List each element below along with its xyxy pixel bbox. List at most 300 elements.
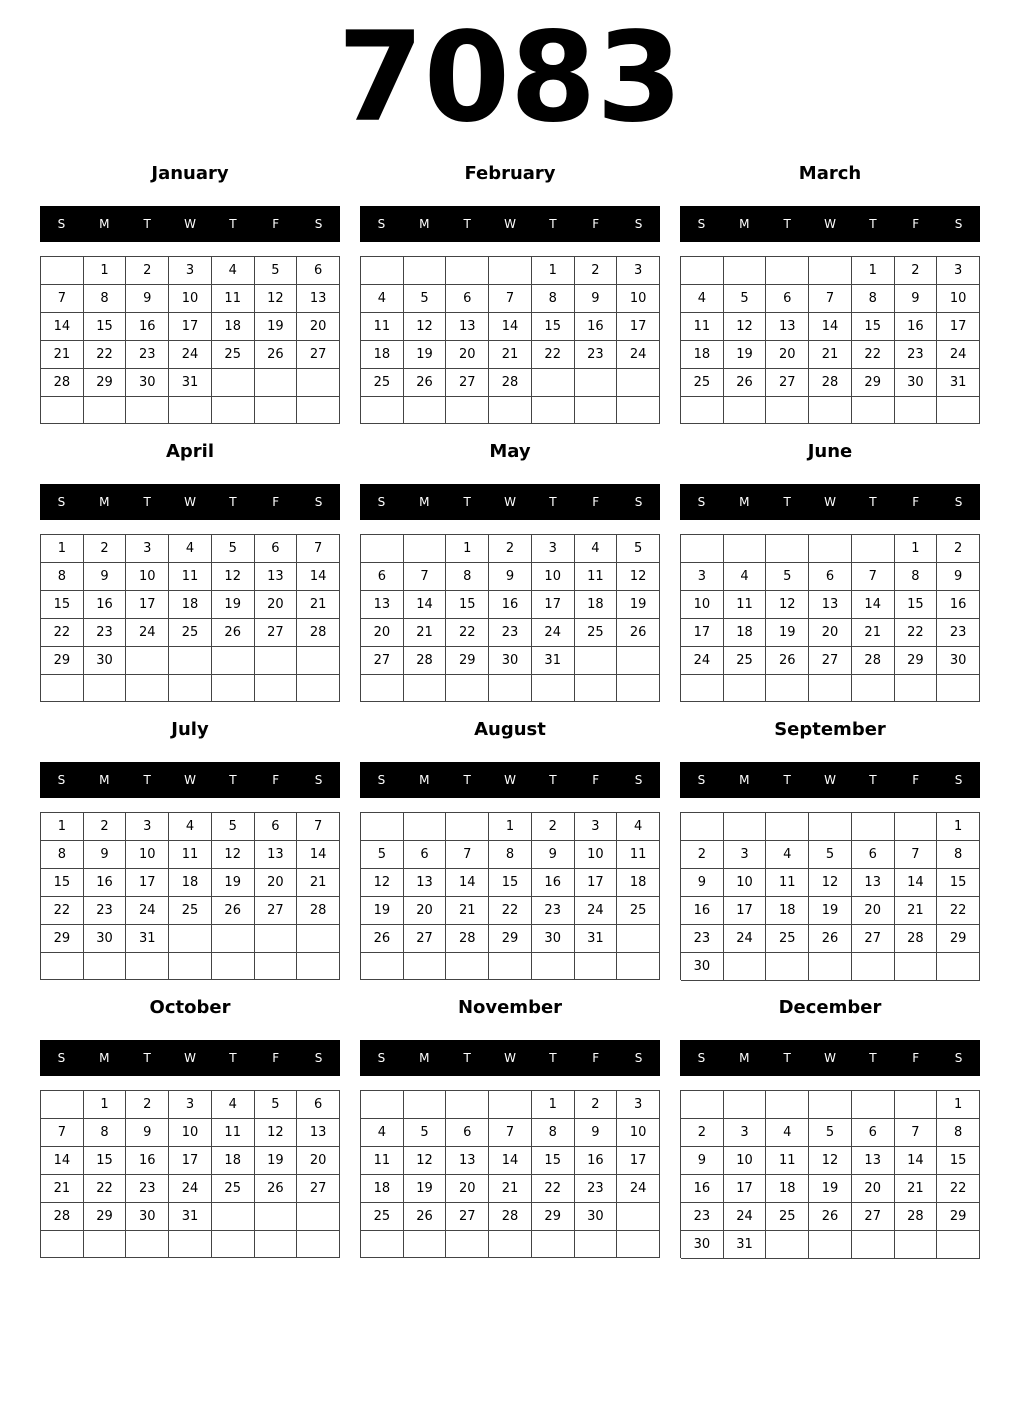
day-cell: 12 bbox=[404, 1147, 447, 1175]
day-cell: 20 bbox=[446, 341, 489, 369]
day-cell: 30 bbox=[895, 369, 938, 397]
day-cell: 1 bbox=[446, 535, 489, 563]
empty-day-cell bbox=[809, 813, 852, 841]
empty-day-cell bbox=[895, 397, 938, 424]
empty-day-cell bbox=[361, 1091, 404, 1119]
weekday-label: S bbox=[57, 773, 66, 787]
empty-day-cell bbox=[41, 675, 84, 702]
day-cell: 6 bbox=[404, 841, 447, 869]
day-cell: 29 bbox=[446, 647, 489, 675]
day-cell: 22 bbox=[446, 619, 489, 647]
day-cell: 23 bbox=[126, 341, 169, 369]
day-cell: 18 bbox=[766, 1175, 809, 1203]
weekday-label: S bbox=[377, 1051, 386, 1065]
day-cell: 14 bbox=[809, 313, 852, 341]
day-cell: 26 bbox=[809, 1203, 852, 1231]
day-cell: 31 bbox=[169, 1203, 212, 1231]
day-cell: 15 bbox=[937, 869, 980, 897]
day-cell: 14 bbox=[895, 869, 938, 897]
day-cell: 1 bbox=[852, 257, 895, 285]
weekday-label: W bbox=[824, 495, 836, 509]
day-cell: 3 bbox=[937, 257, 980, 285]
day-cell: 24 bbox=[169, 1175, 212, 1203]
weekday-label: S bbox=[57, 495, 66, 509]
empty-day-cell bbox=[681, 1091, 724, 1119]
weekday-label: T bbox=[783, 773, 791, 787]
day-cell: 22 bbox=[937, 897, 980, 925]
month-september bbox=[680, 715, 980, 985]
day-cell: 5 bbox=[404, 285, 447, 313]
day-cell: 20 bbox=[297, 1147, 340, 1175]
day-cell: 2 bbox=[84, 535, 127, 563]
day-cell: 24 bbox=[681, 647, 724, 675]
empty-day-cell bbox=[809, 535, 852, 563]
day-cell: 2 bbox=[937, 535, 980, 563]
empty-day-cell bbox=[489, 1091, 532, 1119]
weekday-label: T bbox=[549, 495, 557, 509]
weekday-label: T bbox=[143, 217, 151, 231]
day-cell: 14 bbox=[489, 313, 532, 341]
day-cell: 27 bbox=[297, 341, 340, 369]
day-cell: 15 bbox=[41, 591, 84, 619]
day-cell: 5 bbox=[212, 813, 255, 841]
weekday-label: M bbox=[419, 495, 430, 509]
day-cell: 30 bbox=[532, 925, 575, 953]
day-cell: 30 bbox=[489, 647, 532, 675]
day-cell: 7 bbox=[297, 535, 340, 563]
day-cell: 30 bbox=[681, 1231, 724, 1259]
empty-day-cell bbox=[809, 675, 852, 702]
day-cell: 18 bbox=[617, 869, 660, 897]
day-cell: 6 bbox=[361, 563, 404, 591]
empty-day-cell bbox=[361, 397, 404, 424]
weekday-label: M bbox=[99, 217, 110, 231]
day-cell: 18 bbox=[361, 341, 404, 369]
day-cell: 2 bbox=[84, 813, 127, 841]
day-cell: 16 bbox=[489, 591, 532, 619]
day-cell: 27 bbox=[404, 925, 447, 953]
weekday-label: T bbox=[549, 217, 557, 231]
weekday-label: S bbox=[314, 495, 323, 509]
empty-day-cell bbox=[532, 397, 575, 424]
weekday-header bbox=[360, 484, 660, 520]
day-cell: 10 bbox=[617, 285, 660, 313]
month-april bbox=[40, 437, 340, 707]
day-cell: 19 bbox=[361, 897, 404, 925]
empty-day-cell bbox=[724, 257, 767, 285]
day-cell: 26 bbox=[212, 897, 255, 925]
day-cell: 24 bbox=[126, 897, 169, 925]
day-cell: 31 bbox=[126, 925, 169, 953]
day-cell: 17 bbox=[126, 591, 169, 619]
empty-day-cell bbox=[169, 647, 212, 675]
day-cell: 28 bbox=[446, 925, 489, 953]
empty-day-cell bbox=[937, 1231, 980, 1259]
empty-day-cell bbox=[41, 1231, 84, 1258]
day-cell: 29 bbox=[41, 925, 84, 953]
day-cell: 28 bbox=[41, 1203, 84, 1231]
day-cell: 17 bbox=[724, 1175, 767, 1203]
weekday-label: T bbox=[783, 1051, 791, 1065]
month-title: October bbox=[149, 997, 231, 1018]
day-cell: 10 bbox=[724, 1147, 767, 1175]
day-cell: 6 bbox=[809, 563, 852, 591]
day-cell: 22 bbox=[41, 897, 84, 925]
weekday-label: W bbox=[504, 1051, 516, 1065]
day-cell: 4 bbox=[361, 1119, 404, 1147]
empty-day-cell bbox=[852, 1091, 895, 1119]
day-cell: 13 bbox=[255, 841, 298, 869]
weekday-label: M bbox=[99, 1051, 110, 1065]
day-cell: 27 bbox=[852, 1203, 895, 1231]
month-may bbox=[360, 437, 660, 707]
weekday-label: S bbox=[954, 495, 963, 509]
weekday-label: M bbox=[99, 773, 110, 787]
day-cell: 14 bbox=[41, 313, 84, 341]
weekday-label: S bbox=[697, 773, 706, 787]
day-cell: 7 bbox=[489, 285, 532, 313]
weekday-label: F bbox=[272, 1051, 280, 1065]
day-cell: 8 bbox=[532, 285, 575, 313]
day-cell: 12 bbox=[809, 869, 852, 897]
empty-day-cell bbox=[297, 647, 340, 675]
weekday-label: T bbox=[463, 495, 471, 509]
day-cell: 18 bbox=[169, 869, 212, 897]
empty-day-cell bbox=[41, 953, 84, 980]
day-cell: 19 bbox=[809, 897, 852, 925]
empty-day-cell bbox=[297, 1231, 340, 1258]
day-cell: 24 bbox=[575, 897, 618, 925]
day-cell: 17 bbox=[937, 313, 980, 341]
empty-day-cell bbox=[681, 397, 724, 424]
day-cell: 6 bbox=[766, 285, 809, 313]
day-cell: 19 bbox=[809, 1175, 852, 1203]
weekday-header bbox=[360, 762, 660, 798]
empty-day-cell bbox=[489, 1231, 532, 1258]
day-cell: 21 bbox=[297, 869, 340, 897]
month-july bbox=[40, 715, 340, 985]
weekday-label: T bbox=[143, 1051, 151, 1065]
empty-day-cell bbox=[41, 257, 84, 285]
empty-day-cell bbox=[361, 1231, 404, 1258]
empty-day-cell bbox=[575, 1231, 618, 1258]
day-cell: 23 bbox=[575, 1175, 618, 1203]
day-cell: 4 bbox=[212, 257, 255, 285]
day-cell: 16 bbox=[126, 313, 169, 341]
day-cell: 6 bbox=[297, 1091, 340, 1119]
day-cell: 5 bbox=[404, 1119, 447, 1147]
empty-day-cell bbox=[41, 397, 84, 424]
day-cell: 28 bbox=[404, 647, 447, 675]
empty-day-cell bbox=[681, 675, 724, 702]
day-cell: 22 bbox=[937, 1175, 980, 1203]
day-cell: 12 bbox=[617, 563, 660, 591]
day-cell: 2 bbox=[575, 1091, 618, 1119]
weekday-label: T bbox=[869, 773, 877, 787]
day-cell: 22 bbox=[852, 341, 895, 369]
day-cell: 6 bbox=[297, 257, 340, 285]
weekday-header bbox=[40, 206, 340, 242]
month-october bbox=[40, 993, 340, 1263]
empty-day-cell bbox=[361, 675, 404, 702]
day-cell: 25 bbox=[724, 647, 767, 675]
day-cell: 21 bbox=[446, 897, 489, 925]
day-cell: 30 bbox=[575, 1203, 618, 1231]
day-grid bbox=[680, 812, 980, 980]
weekday-label: T bbox=[229, 773, 237, 787]
day-cell: 4 bbox=[681, 285, 724, 313]
empty-day-cell bbox=[404, 257, 447, 285]
day-cell: 28 bbox=[852, 647, 895, 675]
empty-day-cell bbox=[852, 397, 895, 424]
day-cell: 5 bbox=[809, 1119, 852, 1147]
weekday-label: S bbox=[954, 1051, 963, 1065]
day-cell: 2 bbox=[126, 1091, 169, 1119]
day-cell: 5 bbox=[212, 535, 255, 563]
day-cell: 5 bbox=[809, 841, 852, 869]
day-cell: 11 bbox=[361, 1147, 404, 1175]
day-cell: 29 bbox=[84, 369, 127, 397]
day-cell: 28 bbox=[489, 1203, 532, 1231]
day-cell: 13 bbox=[297, 285, 340, 313]
day-cell: 29 bbox=[937, 1203, 980, 1231]
day-cell: 30 bbox=[126, 1203, 169, 1231]
empty-day-cell bbox=[169, 953, 212, 980]
day-cell: 20 bbox=[446, 1175, 489, 1203]
day-cell: 5 bbox=[255, 257, 298, 285]
day-cell: 28 bbox=[809, 369, 852, 397]
day-cell: 9 bbox=[575, 285, 618, 313]
weekday-label: M bbox=[419, 773, 430, 787]
day-cell: 23 bbox=[126, 1175, 169, 1203]
day-cell: 28 bbox=[41, 369, 84, 397]
day-cell: 24 bbox=[617, 1175, 660, 1203]
day-cell: 30 bbox=[84, 925, 127, 953]
day-cell: 31 bbox=[169, 369, 212, 397]
day-cell: 9 bbox=[937, 563, 980, 591]
empty-day-cell bbox=[212, 675, 255, 702]
day-cell: 29 bbox=[852, 369, 895, 397]
day-cell: 16 bbox=[575, 1147, 618, 1175]
day-cell: 2 bbox=[126, 257, 169, 285]
empty-day-cell bbox=[852, 953, 895, 981]
day-cell: 9 bbox=[681, 1147, 724, 1175]
day-cell: 25 bbox=[169, 897, 212, 925]
day-grid bbox=[360, 256, 660, 424]
empty-day-cell bbox=[212, 397, 255, 424]
day-cell: 21 bbox=[297, 591, 340, 619]
day-cell: 26 bbox=[255, 341, 298, 369]
empty-day-cell bbox=[852, 813, 895, 841]
day-cell: 25 bbox=[212, 1175, 255, 1203]
day-cell: 6 bbox=[852, 841, 895, 869]
day-cell: 9 bbox=[681, 869, 724, 897]
day-cell: 11 bbox=[212, 285, 255, 313]
weekday-label: F bbox=[592, 773, 600, 787]
empty-day-cell bbox=[766, 813, 809, 841]
day-cell: 11 bbox=[766, 1147, 809, 1175]
day-cell: 3 bbox=[724, 1119, 767, 1147]
day-cell: 13 bbox=[446, 1147, 489, 1175]
day-cell: 23 bbox=[84, 897, 127, 925]
day-cell: 16 bbox=[681, 1175, 724, 1203]
empty-day-cell bbox=[126, 953, 169, 980]
day-cell: 21 bbox=[41, 1175, 84, 1203]
day-cell: 9 bbox=[126, 1119, 169, 1147]
day-cell: 2 bbox=[895, 257, 938, 285]
day-grid bbox=[40, 812, 340, 980]
weekday-header bbox=[680, 762, 980, 798]
day-cell: 4 bbox=[169, 535, 212, 563]
day-cell: 8 bbox=[41, 841, 84, 869]
day-cell: 24 bbox=[169, 341, 212, 369]
empty-day-cell bbox=[766, 1091, 809, 1119]
month-title: December bbox=[778, 997, 882, 1018]
month-title: July bbox=[171, 719, 209, 740]
day-cell: 21 bbox=[489, 1175, 532, 1203]
day-cell: 15 bbox=[446, 591, 489, 619]
empty-day-cell bbox=[212, 369, 255, 397]
empty-day-cell bbox=[532, 675, 575, 702]
day-cell: 17 bbox=[169, 1147, 212, 1175]
day-cell: 7 bbox=[41, 285, 84, 313]
empty-day-cell bbox=[404, 1231, 447, 1258]
empty-day-cell bbox=[84, 397, 127, 424]
weekday-header bbox=[40, 1040, 340, 1076]
day-cell: 21 bbox=[809, 341, 852, 369]
empty-day-cell bbox=[169, 1231, 212, 1258]
day-cell: 19 bbox=[404, 341, 447, 369]
empty-day-cell bbox=[255, 675, 298, 702]
day-cell: 22 bbox=[84, 1175, 127, 1203]
day-grid bbox=[680, 534, 980, 702]
day-cell: 14 bbox=[297, 563, 340, 591]
empty-day-cell bbox=[617, 925, 660, 953]
day-cell: 28 bbox=[297, 897, 340, 925]
weekday-label: T bbox=[143, 773, 151, 787]
day-cell: 30 bbox=[126, 369, 169, 397]
weekday-label: M bbox=[419, 1051, 430, 1065]
day-cell: 3 bbox=[126, 813, 169, 841]
weekday-label: S bbox=[314, 1051, 323, 1065]
day-cell: 1 bbox=[41, 813, 84, 841]
weekday-header bbox=[680, 206, 980, 242]
weekday-label: S bbox=[377, 217, 386, 231]
day-cell: 7 bbox=[895, 1119, 938, 1147]
month-title: September bbox=[774, 719, 886, 740]
day-grid bbox=[360, 534, 660, 702]
day-cell: 11 bbox=[361, 313, 404, 341]
day-cell: 9 bbox=[84, 841, 127, 869]
day-cell: 20 bbox=[766, 341, 809, 369]
weekday-header bbox=[680, 1040, 980, 1076]
day-cell: 31 bbox=[724, 1231, 767, 1259]
day-cell: 9 bbox=[575, 1119, 618, 1147]
day-cell: 5 bbox=[617, 535, 660, 563]
day-cell: 28 bbox=[895, 925, 938, 953]
month-title: January bbox=[151, 163, 229, 184]
day-cell: 30 bbox=[681, 953, 724, 981]
day-cell: 10 bbox=[532, 563, 575, 591]
weekday-label: F bbox=[272, 217, 280, 231]
day-cell: 12 bbox=[255, 1119, 298, 1147]
empty-day-cell bbox=[575, 647, 618, 675]
day-cell: 25 bbox=[681, 369, 724, 397]
day-cell: 1 bbox=[937, 813, 980, 841]
day-cell: 19 bbox=[255, 313, 298, 341]
weekday-label: T bbox=[463, 1051, 471, 1065]
day-cell: 5 bbox=[255, 1091, 298, 1119]
empty-day-cell bbox=[895, 1231, 938, 1259]
day-cell: 26 bbox=[212, 619, 255, 647]
weekday-label: S bbox=[634, 1051, 643, 1065]
day-cell: 4 bbox=[212, 1091, 255, 1119]
weekday-label: S bbox=[954, 217, 963, 231]
empty-day-cell bbox=[169, 397, 212, 424]
weekday-label: F bbox=[272, 495, 280, 509]
day-cell: 13 bbox=[446, 313, 489, 341]
day-cell: 9 bbox=[489, 563, 532, 591]
day-cell: 24 bbox=[937, 341, 980, 369]
weekday-label: S bbox=[377, 773, 386, 787]
day-grid bbox=[360, 812, 660, 980]
weekday-label: T bbox=[463, 217, 471, 231]
day-cell: 16 bbox=[84, 591, 127, 619]
day-cell: 31 bbox=[532, 647, 575, 675]
day-cell: 18 bbox=[681, 341, 724, 369]
day-cell: 6 bbox=[255, 535, 298, 563]
day-cell: 18 bbox=[169, 591, 212, 619]
weekday-label: F bbox=[272, 773, 280, 787]
empty-day-cell bbox=[766, 953, 809, 981]
day-cell: 8 bbox=[41, 563, 84, 591]
day-cell: 19 bbox=[212, 869, 255, 897]
day-cell: 22 bbox=[895, 619, 938, 647]
day-cell: 18 bbox=[361, 1175, 404, 1203]
day-cell: 11 bbox=[766, 869, 809, 897]
day-cell: 23 bbox=[84, 619, 127, 647]
day-grid bbox=[360, 1090, 660, 1258]
day-cell: 16 bbox=[84, 869, 127, 897]
empty-day-cell bbox=[617, 397, 660, 424]
day-cell: 20 bbox=[852, 897, 895, 925]
day-cell: 3 bbox=[169, 1091, 212, 1119]
day-cell: 8 bbox=[852, 285, 895, 313]
day-cell: 29 bbox=[84, 1203, 127, 1231]
day-cell: 7 bbox=[489, 1119, 532, 1147]
empty-day-cell bbox=[724, 675, 767, 702]
day-cell: 12 bbox=[255, 285, 298, 313]
empty-day-cell bbox=[126, 675, 169, 702]
empty-day-cell bbox=[766, 257, 809, 285]
day-cell: 28 bbox=[489, 369, 532, 397]
day-cell: 12 bbox=[361, 869, 404, 897]
month-august bbox=[360, 715, 660, 985]
day-cell: 14 bbox=[297, 841, 340, 869]
day-cell: 1 bbox=[489, 813, 532, 841]
day-cell: 12 bbox=[212, 563, 255, 591]
day-cell: 19 bbox=[255, 1147, 298, 1175]
day-cell: 10 bbox=[169, 285, 212, 313]
day-cell: 1 bbox=[532, 1091, 575, 1119]
empty-day-cell bbox=[766, 535, 809, 563]
weekday-label: W bbox=[824, 217, 836, 231]
day-cell: 14 bbox=[41, 1147, 84, 1175]
day-cell: 26 bbox=[404, 1203, 447, 1231]
empty-day-cell bbox=[84, 953, 127, 980]
day-grid bbox=[40, 256, 340, 424]
day-cell: 21 bbox=[895, 897, 938, 925]
